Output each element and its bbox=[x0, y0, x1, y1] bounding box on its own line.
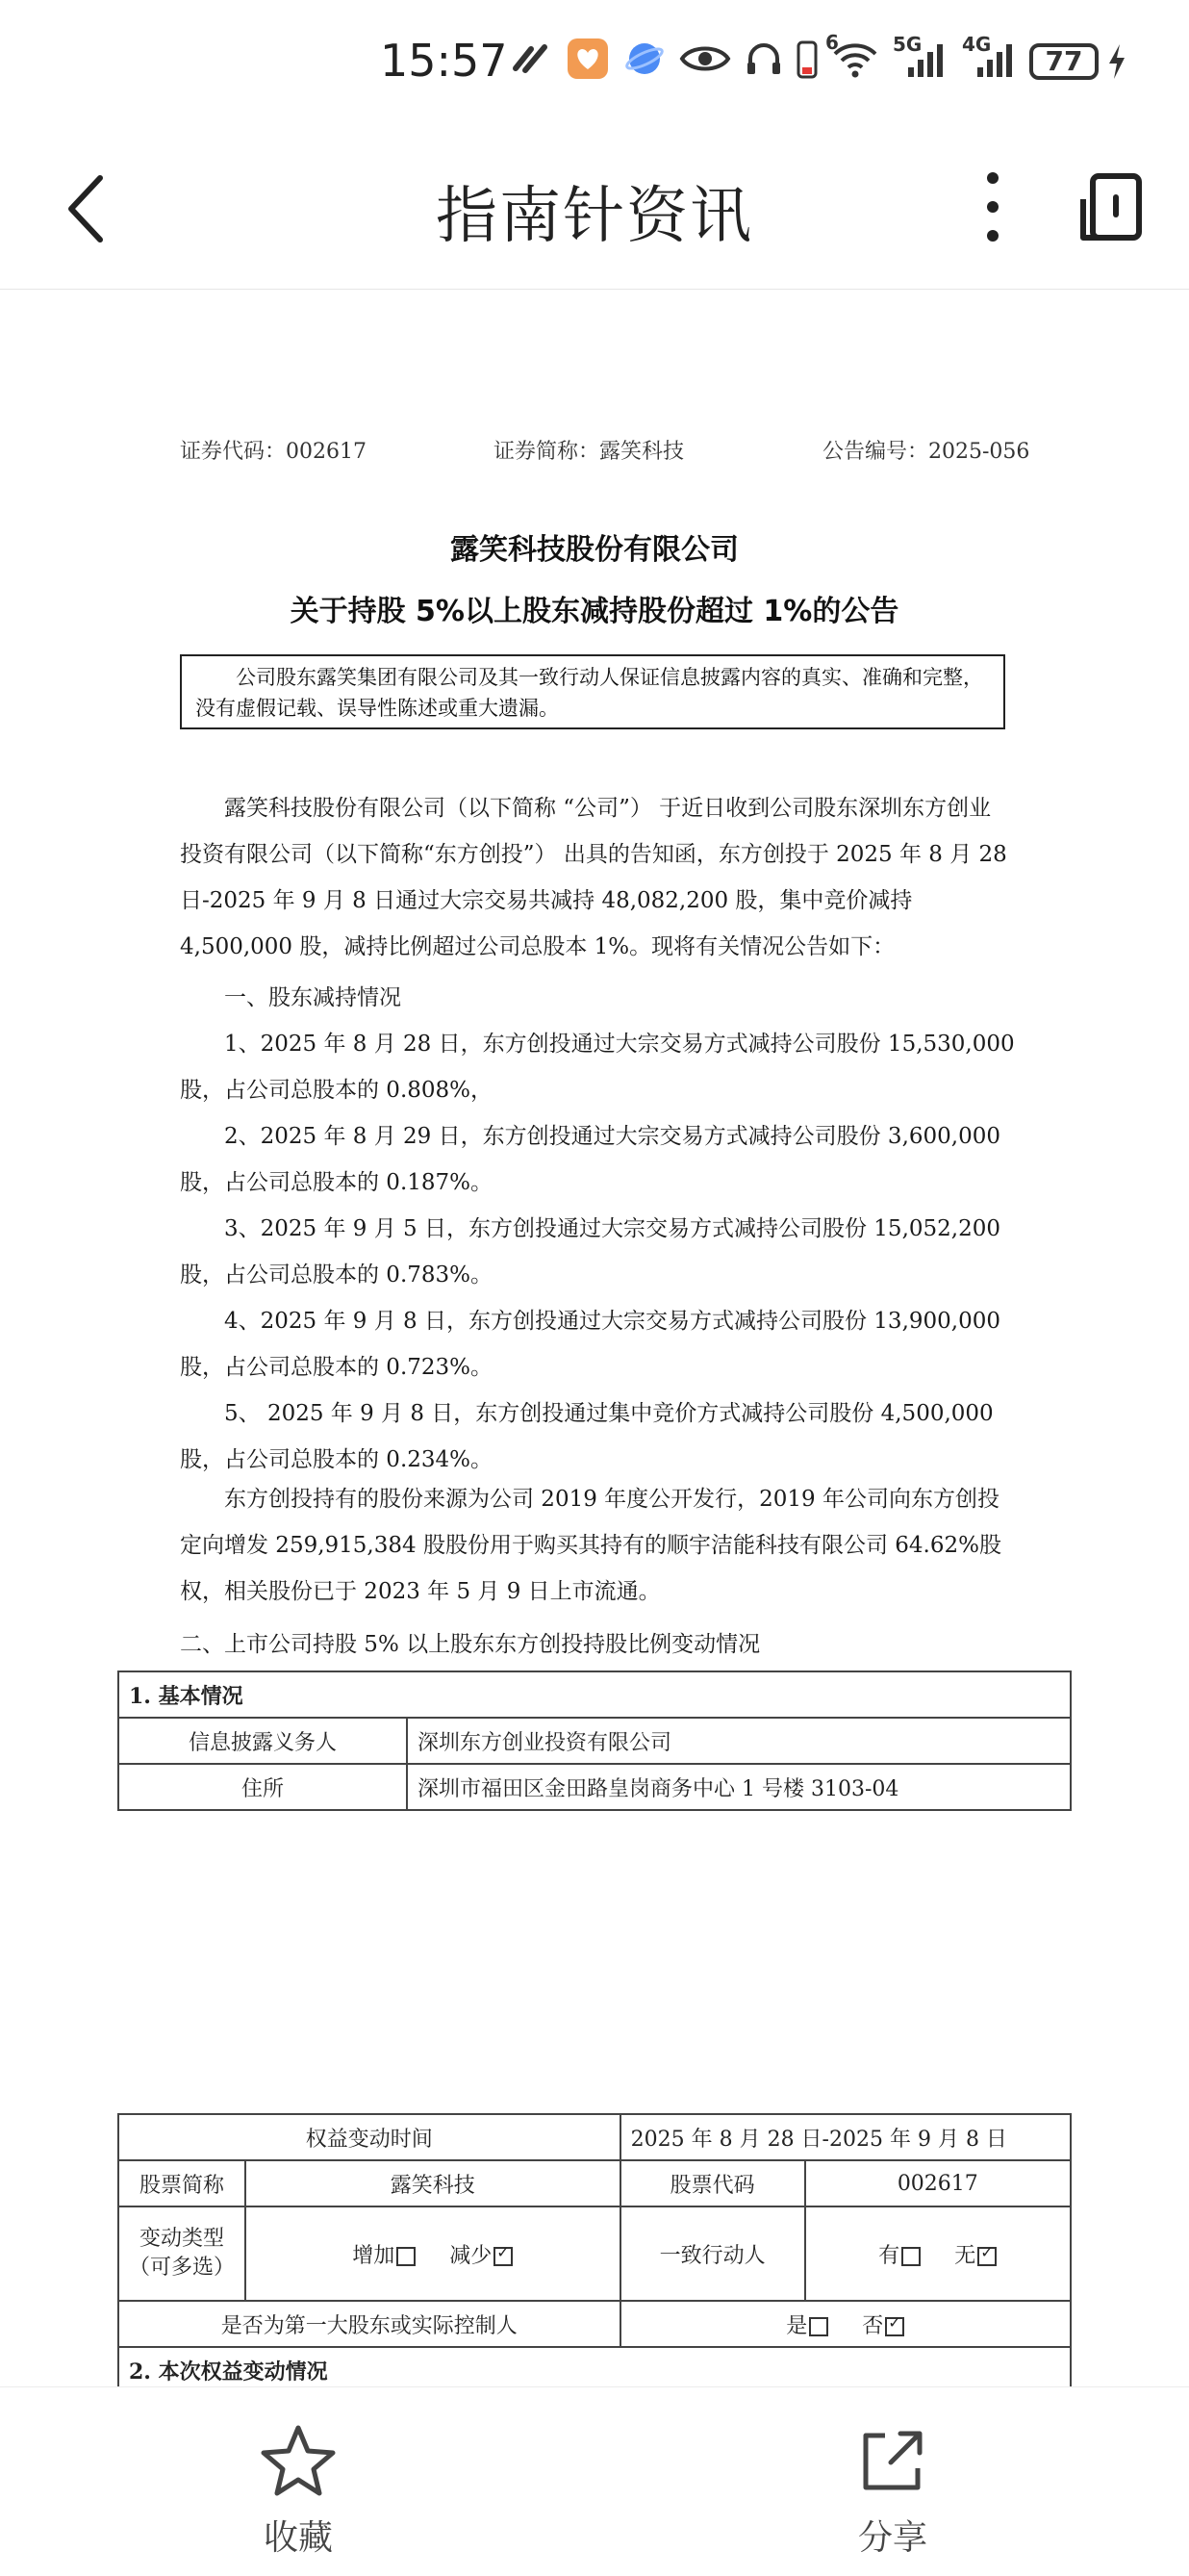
share-label: 分享 bbox=[857, 2518, 927, 2558]
status-bar bbox=[0, 0, 1189, 130]
change-type-label: 变动类型（可多选） bbox=[118, 2206, 245, 2301]
wifi-icon bbox=[825, 31, 879, 83]
item-4-line-1: 4、2025 年 9 月 8 日，东方创投通过大宗交易方式减持公司股份 13,900,000 bbox=[224, 1309, 1000, 1334]
favorite-button[interactable] bbox=[221, 2424, 375, 2560]
equity-change-table bbox=[117, 2113, 1072, 2386]
share-button[interactable] bbox=[816, 2424, 970, 2560]
section-heading-1: 一、股东减持情况 bbox=[224, 985, 401, 1010]
announcement-title: 关于持股 5%以上股东减持股份超过 1%的公告 bbox=[290, 595, 899, 628]
address-value: 深圳市福田区金田路皇岗商务中心 1 号楼 3103-04 bbox=[407, 1764, 1071, 1810]
intro-paragraph: 露笑科技股份有限公司（以下简称 “公司”） 于近日收到公司股东深圳东方创业投资有限公司（以下简称“东方创投”） 出具的告知函，东方创投于 2025 年 8 月 28 日-2025 年 9 月 8 日通过大宗交易共减持 48,082,200 股，集中竞价减持 4,500,000 股，减持比例超过公司总股本 1%。现将有关情况公告如下： bbox=[180, 796, 1007, 959]
network-4g-label: 4G bbox=[962, 33, 992, 56]
network-5g-label: 5G bbox=[893, 33, 923, 56]
item-1-line-1: 1、2025 年 8 月 28 日，东方创投通过大宗交易方式减持公司股份 15,530,000 bbox=[224, 1032, 1015, 1057]
stock-code-label: 股票代码 bbox=[620, 2160, 805, 2206]
phone-battery-icon bbox=[797, 38, 818, 83]
item-5-line-1: 5、 2025 年 9 月 8 日，东方创投通过集中竞价方式减持公司股份 4,500,000 bbox=[224, 1401, 994, 1426]
concert-party-label: 一致行动人 bbox=[620, 2206, 805, 2301]
concert-yes-checkbox bbox=[901, 2247, 921, 2266]
item-1-line-2: 股，占公司总股本的 0.808%， bbox=[180, 1078, 493, 1103]
largest-holder-options bbox=[620, 2301, 1071, 2347]
signal-4g-icon bbox=[962, 33, 1018, 83]
page-title: 指南针资讯 bbox=[436, 181, 753, 252]
favorite-label: 收藏 bbox=[263, 2518, 333, 2558]
security-short-name: 证券简称：露笑科技 bbox=[493, 440, 685, 464]
announcement-document[interactable] bbox=[0, 289, 1189, 2386]
charging-icon bbox=[1106, 42, 1127, 85]
address-label: 住所 bbox=[118, 1764, 407, 1810]
health-app-icon bbox=[566, 37, 610, 85]
notice-number: 公告编号：2025-056 bbox=[822, 440, 1030, 464]
status-time: 15:57 bbox=[380, 35, 508, 87]
basic-info-table bbox=[117, 1671, 1072, 1811]
basic-info-heading: 1. 基本情况 bbox=[118, 1671, 1071, 1718]
item-3-line-1: 3、2025 年 9 月 5 日，东方创投通过大宗交易方式减持公司股份 15,052,200 bbox=[224, 1216, 1000, 1241]
largest-no-checkbox bbox=[885, 2317, 904, 2336]
section-heading-2: 二、上市公司持股 5% 以上股东东方创投持股比例变动情况 bbox=[180, 1632, 761, 1657]
obligor-label: 信息披露义务人 bbox=[118, 1718, 407, 1764]
share-icon bbox=[856, 2483, 929, 2501]
share-source-paragraph: 东方创投持有的股份来源为公司 2019 年度公开发行，2019 年公司向东方创投定向增发 259,915,384 股股份用于购买其持有的顺宇洁能科技有限公司 64.62%股权，相关股份已于 2023 年 5 月 9 日上市流通。 bbox=[180, 1487, 1001, 1604]
browser-app-icon bbox=[623, 38, 666, 84]
item-5-line-2: 股，占公司总股本的 0.234%。 bbox=[180, 1447, 493, 1472]
disclosure-notice-box: 公司股东露笑集团有限公司及其一致行动人保证信息披露内容的真实、准确和完整，没有虚假记载、误导性陈述或重大遗漏。 bbox=[180, 654, 1005, 729]
largest-no-label: 否 bbox=[862, 2313, 884, 2338]
increase-checkbox bbox=[396, 2247, 416, 2266]
change-detail-heading: 2. 本次权益变动情况 bbox=[118, 2347, 1071, 2386]
change-type-options bbox=[245, 2206, 620, 2301]
eye-icon bbox=[679, 41, 731, 80]
decrease-checkbox bbox=[493, 2247, 513, 2266]
stock-code-value: 002617 bbox=[805, 2160, 1071, 2206]
rotate-screen-icon[interactable] bbox=[1077, 170, 1145, 247]
headphones-icon bbox=[745, 39, 783, 82]
item-2-line-2: 股，占公司总股本的 0.187%。 bbox=[180, 1170, 493, 1195]
bottom-action-bar bbox=[0, 2386, 1189, 2576]
status-icons bbox=[510, 31, 1018, 85]
company-title: 露笑科技股份有限公司 bbox=[450, 533, 739, 567]
obligor-value: 深圳东方创业投资有限公司 bbox=[407, 1718, 1071, 1764]
stock-name-value: 露笑科技 bbox=[245, 2160, 620, 2206]
battery-indicator: 77 bbox=[1029, 43, 1099, 80]
change-time-label: 权益变动时间 bbox=[118, 2114, 620, 2160]
largest-yes-label: 是 bbox=[786, 2313, 808, 2338]
concert-no-label: 无 bbox=[954, 2243, 976, 2268]
concert-no-checkbox bbox=[977, 2247, 997, 2266]
more-options-icon[interactable] bbox=[977, 168, 1008, 249]
largest-yes-checkbox bbox=[809, 2317, 828, 2336]
decrease-label: 减少 bbox=[449, 2243, 493, 2268]
change-time-value: 2025 年 8 月 28 日-2025 年 9 月 8 日 bbox=[620, 2114, 1071, 2160]
largest-holder-label: 是否为第一大股东或实际控制人 bbox=[118, 2301, 620, 2347]
wifi-6-badge: 6 bbox=[825, 31, 839, 54]
concert-party-options bbox=[805, 2206, 1071, 2301]
increase-label: 增加 bbox=[352, 2243, 395, 2268]
item-3-line-2: 股，占公司总股本的 0.783%。 bbox=[180, 1262, 493, 1288]
item-4-line-2: 股，占公司总股本的 0.723%。 bbox=[180, 1355, 493, 1380]
stock-name-label: 股票简称 bbox=[118, 2160, 245, 2206]
star-icon bbox=[260, 2483, 337, 2501]
signal-5g-icon bbox=[893, 33, 949, 83]
link-icon bbox=[510, 39, 552, 82]
item-2-line-1: 2、2025 年 8 月 29 日，东方创投通过大宗交易方式减持公司股份 3,600,000 bbox=[224, 1124, 1000, 1149]
security-code: 证券代码：002617 bbox=[180, 440, 367, 464]
concert-yes-label: 有 bbox=[878, 2243, 900, 2268]
app-header bbox=[0, 130, 1189, 290]
